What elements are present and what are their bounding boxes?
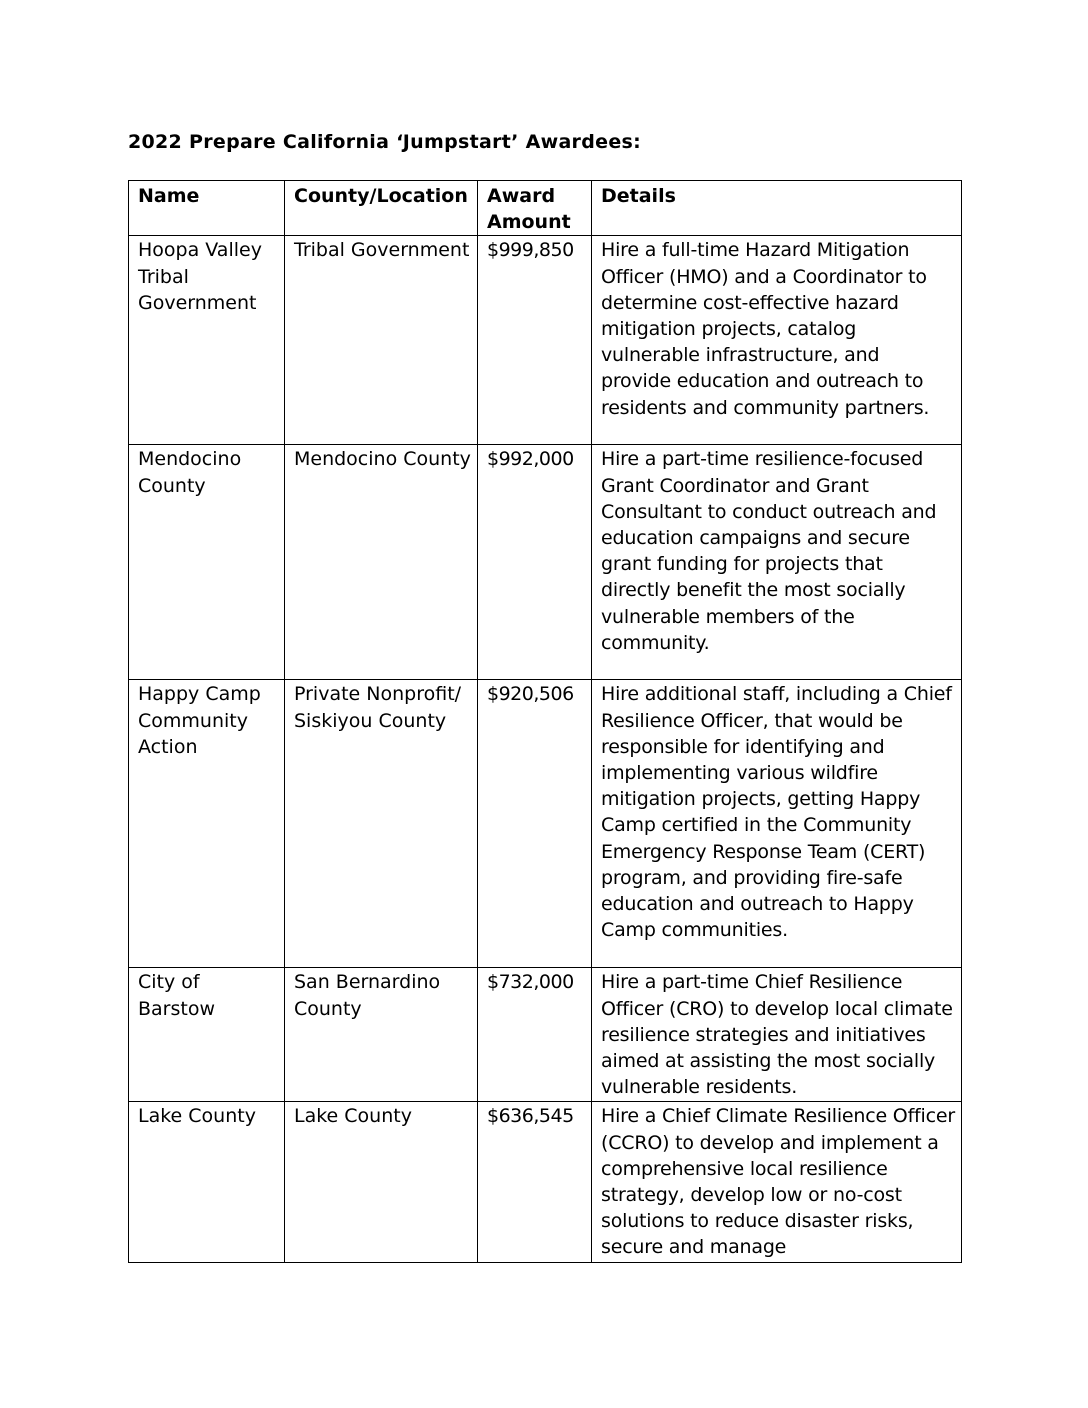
- cell-name: Hoopa Valley Tribal Government: [129, 236, 285, 445]
- cell-county: Mendocino County: [285, 445, 478, 680]
- table-row: [129, 680, 962, 968]
- cell-county: San Bernardino County: [285, 968, 478, 1102]
- cell-name: Lake County: [129, 1102, 285, 1262]
- header-row: [129, 181, 962, 236]
- cell-award: $920,506: [478, 680, 592, 968]
- table-row: [129, 236, 962, 445]
- cell-award: $992,000: [478, 445, 592, 680]
- header-county-location: County/Location: [285, 181, 478, 236]
- header-details: Details: [592, 181, 962, 236]
- cell-details: Hire additional staff, including a Chief Resilience Officer, that would be responsible for identifying and implementing various wildfire mitigation projects, getting Happy Camp certified in the Community Emergency Response Team (CERT) program, and providing fire-safe education and outreach to Happy Camp communities.: [592, 680, 962, 968]
- cell-details: Hire a Chief Climate Resilience Officer (CCRO) to develop and implement a comprehensive local resilience strategy, develop low or no-cost solutions to reduce disaster risks, secure and manage: [592, 1102, 962, 1262]
- header-name: Name: [129, 181, 285, 236]
- cell-county: Tribal Government: [285, 236, 478, 445]
- table-header: [129, 181, 962, 236]
- header-award-amount: Award Amount: [478, 181, 592, 236]
- table-row: [129, 445, 962, 680]
- cell-details: Hire a part-time Chief Resilience Officer (CRO) to develop local climate resilience strategies and initiatives aimed at assisting the most socially vulnerable residents.: [592, 968, 962, 1102]
- cell-details: Hire a part-time resilience-focused Grant Coordinator and Grant Consultant to conduct outreach and education campaigns and secure grant funding for projects that directly benefit the most socially vulnerable members of the community.: [592, 445, 962, 680]
- table-body: [129, 236, 962, 1262]
- cell-county: Lake County: [285, 1102, 478, 1262]
- table-row: [129, 968, 962, 1102]
- cell-details: Hire a full-time Hazard Mitigation Officer (HMO) and a Coordinator to determine cost-effective hazard mitigation projects, catalog vulnerable infrastructure, and provide education and outreach to residents and community partners.: [592, 236, 962, 445]
- table-row: [129, 1102, 962, 1262]
- page-title: 2022 Prepare California ‘Jumpstart’ Awardees:: [128, 131, 642, 153]
- cell-name: City of Barstow: [129, 968, 285, 1102]
- awardees-table: [128, 180, 962, 1263]
- cell-county: Private Nonprofit/ Siskiyou County: [285, 680, 478, 968]
- cell-award: $999,850: [478, 236, 592, 445]
- cell-award: $732,000: [478, 968, 592, 1102]
- cell-name: Mendocino County: [129, 445, 285, 680]
- cell-name: Happy Camp Community Action: [129, 680, 285, 968]
- cell-award: $636,545: [478, 1102, 592, 1262]
